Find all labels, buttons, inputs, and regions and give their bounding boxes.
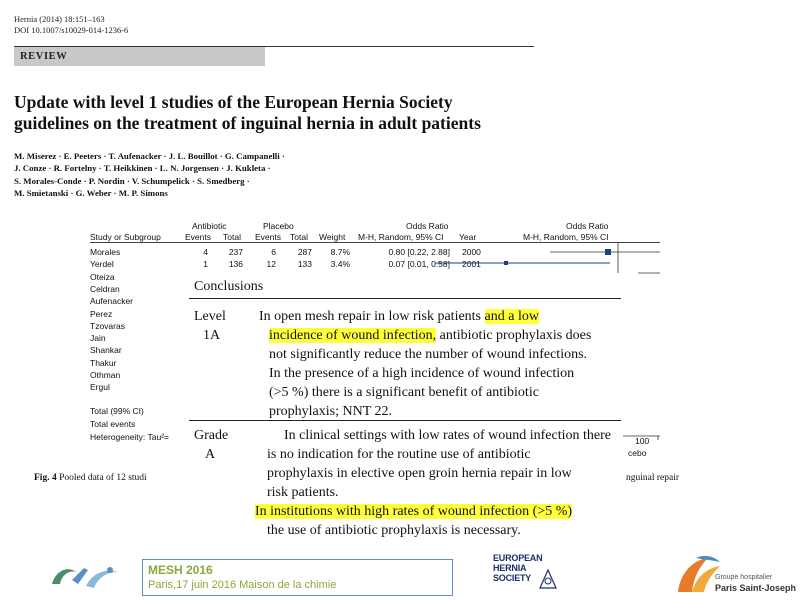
grade-a-label [194,426,228,464]
col-ci-plot: M-H, Random, 95% CI [523,232,609,242]
grade-a-line-5 [255,502,572,521]
study-e1-cell: 1 [203,259,208,270]
event-title: MESH 2016 [148,563,213,577]
study-t1-cell: 136 [228,259,243,270]
study-name: Othman [90,370,121,380]
total-events-label: Total events [90,419,136,429]
level-1a-label [194,307,226,345]
study-name: Morales [90,247,121,257]
level-1a-line-5: (>5 %) there is a significant benefit of antibiotic [269,385,539,400]
point-yerdel [504,261,508,265]
journal-header [14,14,128,36]
header-placebo: Placebo [263,221,294,231]
conclusions-rule-top [189,298,621,299]
ghz-logo-icon [46,560,124,592]
study-name: Jain [90,333,106,344]
conclusions-panel [183,273,623,548]
header-odds-ratio-plot: Odds Ratio [566,221,609,231]
study-name: Ergul [90,382,110,393]
study-name: Tzovaras [90,320,125,331]
study-t1-cell: 237 [228,247,243,257]
level-1a-line-1 [259,307,539,326]
figure-caption [34,473,147,483]
journal-citation: Hernia (2014) 18:151–163 [14,14,105,24]
highlighted-text: incidence of wound infection, [269,328,437,343]
highlighted-text: and a low [484,309,539,324]
figure-caption-end: nguinal repair [626,473,680,483]
ehs-logo [493,553,542,583]
level-label-line1: Level [194,309,226,324]
study-w-cell: 3.4% [330,259,350,270]
level-1a-line-3: not significantly reduce the number of wound infections. [269,347,588,362]
col-total-placebo: Total [290,232,308,242]
axis-favours-label: cebo [628,448,647,458]
study-name: Perez [90,308,113,319]
grade-a-line-4: risk patients. [267,485,339,500]
author-list [14,150,574,200]
ehs-line-3: SOCIETY [493,573,532,583]
grade-label-line2: A [205,447,216,462]
study-or-cell: 0.07 [0.01, 0.58] [388,259,450,270]
psj-name-label: Paris Saint-Joseph [715,583,797,593]
study-or-cell: 0.80 [0.22, 2.88] [388,247,450,257]
grade-a-line-2: is no indication for the routine use of antibiotic [267,447,531,462]
level-1a-line-4: In the presence of a high incidence of wound infection [269,366,575,381]
heterogeneity-label: Heterogeneity: Tau²= [90,432,169,442]
level-1a-line-2 [269,326,591,345]
study-name: Shankar [90,345,122,356]
conclusions-rule-middle [189,420,621,421]
title-line-1: Update with level 1 studies of the European Hernia Society [14,92,453,112]
study-t2-cell: 133 [297,259,312,270]
figure-label: Fig. 4 [34,473,57,483]
figure-caption-text: Pooled data of 12 studi [59,473,147,483]
authors-line-3: S. Morales-Conde · P. Nordin · V. Schumpelick · S. Smedberg · [14,175,250,186]
study-e2-cell: 6 [271,247,276,257]
level-label-line2: 1A [203,328,221,343]
study-year-cell: 2001 [462,259,481,270]
grade-a-line-3: prophylaxis in elective open groin hernia repair in low [267,466,572,481]
header-antibiotic: Antibiotic [192,221,227,231]
journal-doi: DOI 10.1007/s10029-014-1236-6 [14,25,129,35]
study-name: Yerdel [90,259,114,270]
ehs-line-1: EUROPEAN [493,553,543,563]
text-fragment: antibiotic prophylaxis does [436,328,592,343]
col-study: Study or Subgroup [90,232,161,242]
col-events-antibiotic: Events [185,232,211,242]
study-e2-cell: 12 [266,259,276,270]
total-label: Total (99% CI) [90,406,144,416]
header-odds-ratio: Odds Ratio [406,221,449,231]
grade-a-line-1: In clinical settings with low rates of wound infection there [284,428,611,443]
event-subtitle: Paris,17 juin 2016 Maison de la chimie [148,579,337,591]
col-year: Year [459,232,477,242]
event-banner [142,559,453,596]
col-events-placebo: Events [255,232,281,242]
col-ci: M-H, Random, 95% CI [358,232,444,242]
study-e1-cell: 4 [203,247,208,257]
grade-a-line-6: the use of antibiotic prophylaxis is necessary. [267,523,521,538]
authors-line-2: J. Conze · R. Fortelny · T. Heikkinen · L. N. Jorgensen · J. Kukleta · [14,163,271,174]
conclusions-title: Conclusions [194,279,264,294]
level-1a-line-6: prophylaxis; NNT 22. [269,404,393,419]
point-morales [605,249,611,255]
authors-line-4: M. Smietanski · G. Weber · M. P. Simons [14,188,168,199]
section-label: REVIEW [14,47,265,66]
col-total-antibiotic: Total [223,232,241,242]
axis-tick-label: 100 [635,436,650,446]
ehs-emblem-icon [538,568,558,590]
study-year-cell: 2000 [462,247,481,257]
ehs-line-2: HERNIA [493,563,527,573]
psj-group-label: Groupe hospitalier [715,574,773,581]
study-name: Celdran [90,283,120,294]
highlighted-text: In institutions with high rates of wound infection (>5 %) [255,504,573,519]
study-name: Oteiza [90,271,115,282]
title-line-2: guidelines on the treatment of inguinal hernia in adult patients [14,113,481,133]
col-weight: Weight [319,232,346,242]
text-fragment: In open mesh repair in low risk patients [259,309,485,324]
authors-line-1: M. Miserez · E. Peeters · T. Aufenacker · J. L. Bouillot · G. Campanelli · [14,151,285,161]
study-name: Thakur [90,357,117,368]
study-w-cell: 8.7% [330,247,350,257]
study-t2-cell: 287 [297,247,312,257]
grade-label-line1: Grade [194,428,229,443]
article-title [14,92,574,134]
study-name: Aufenacker [90,296,133,307]
